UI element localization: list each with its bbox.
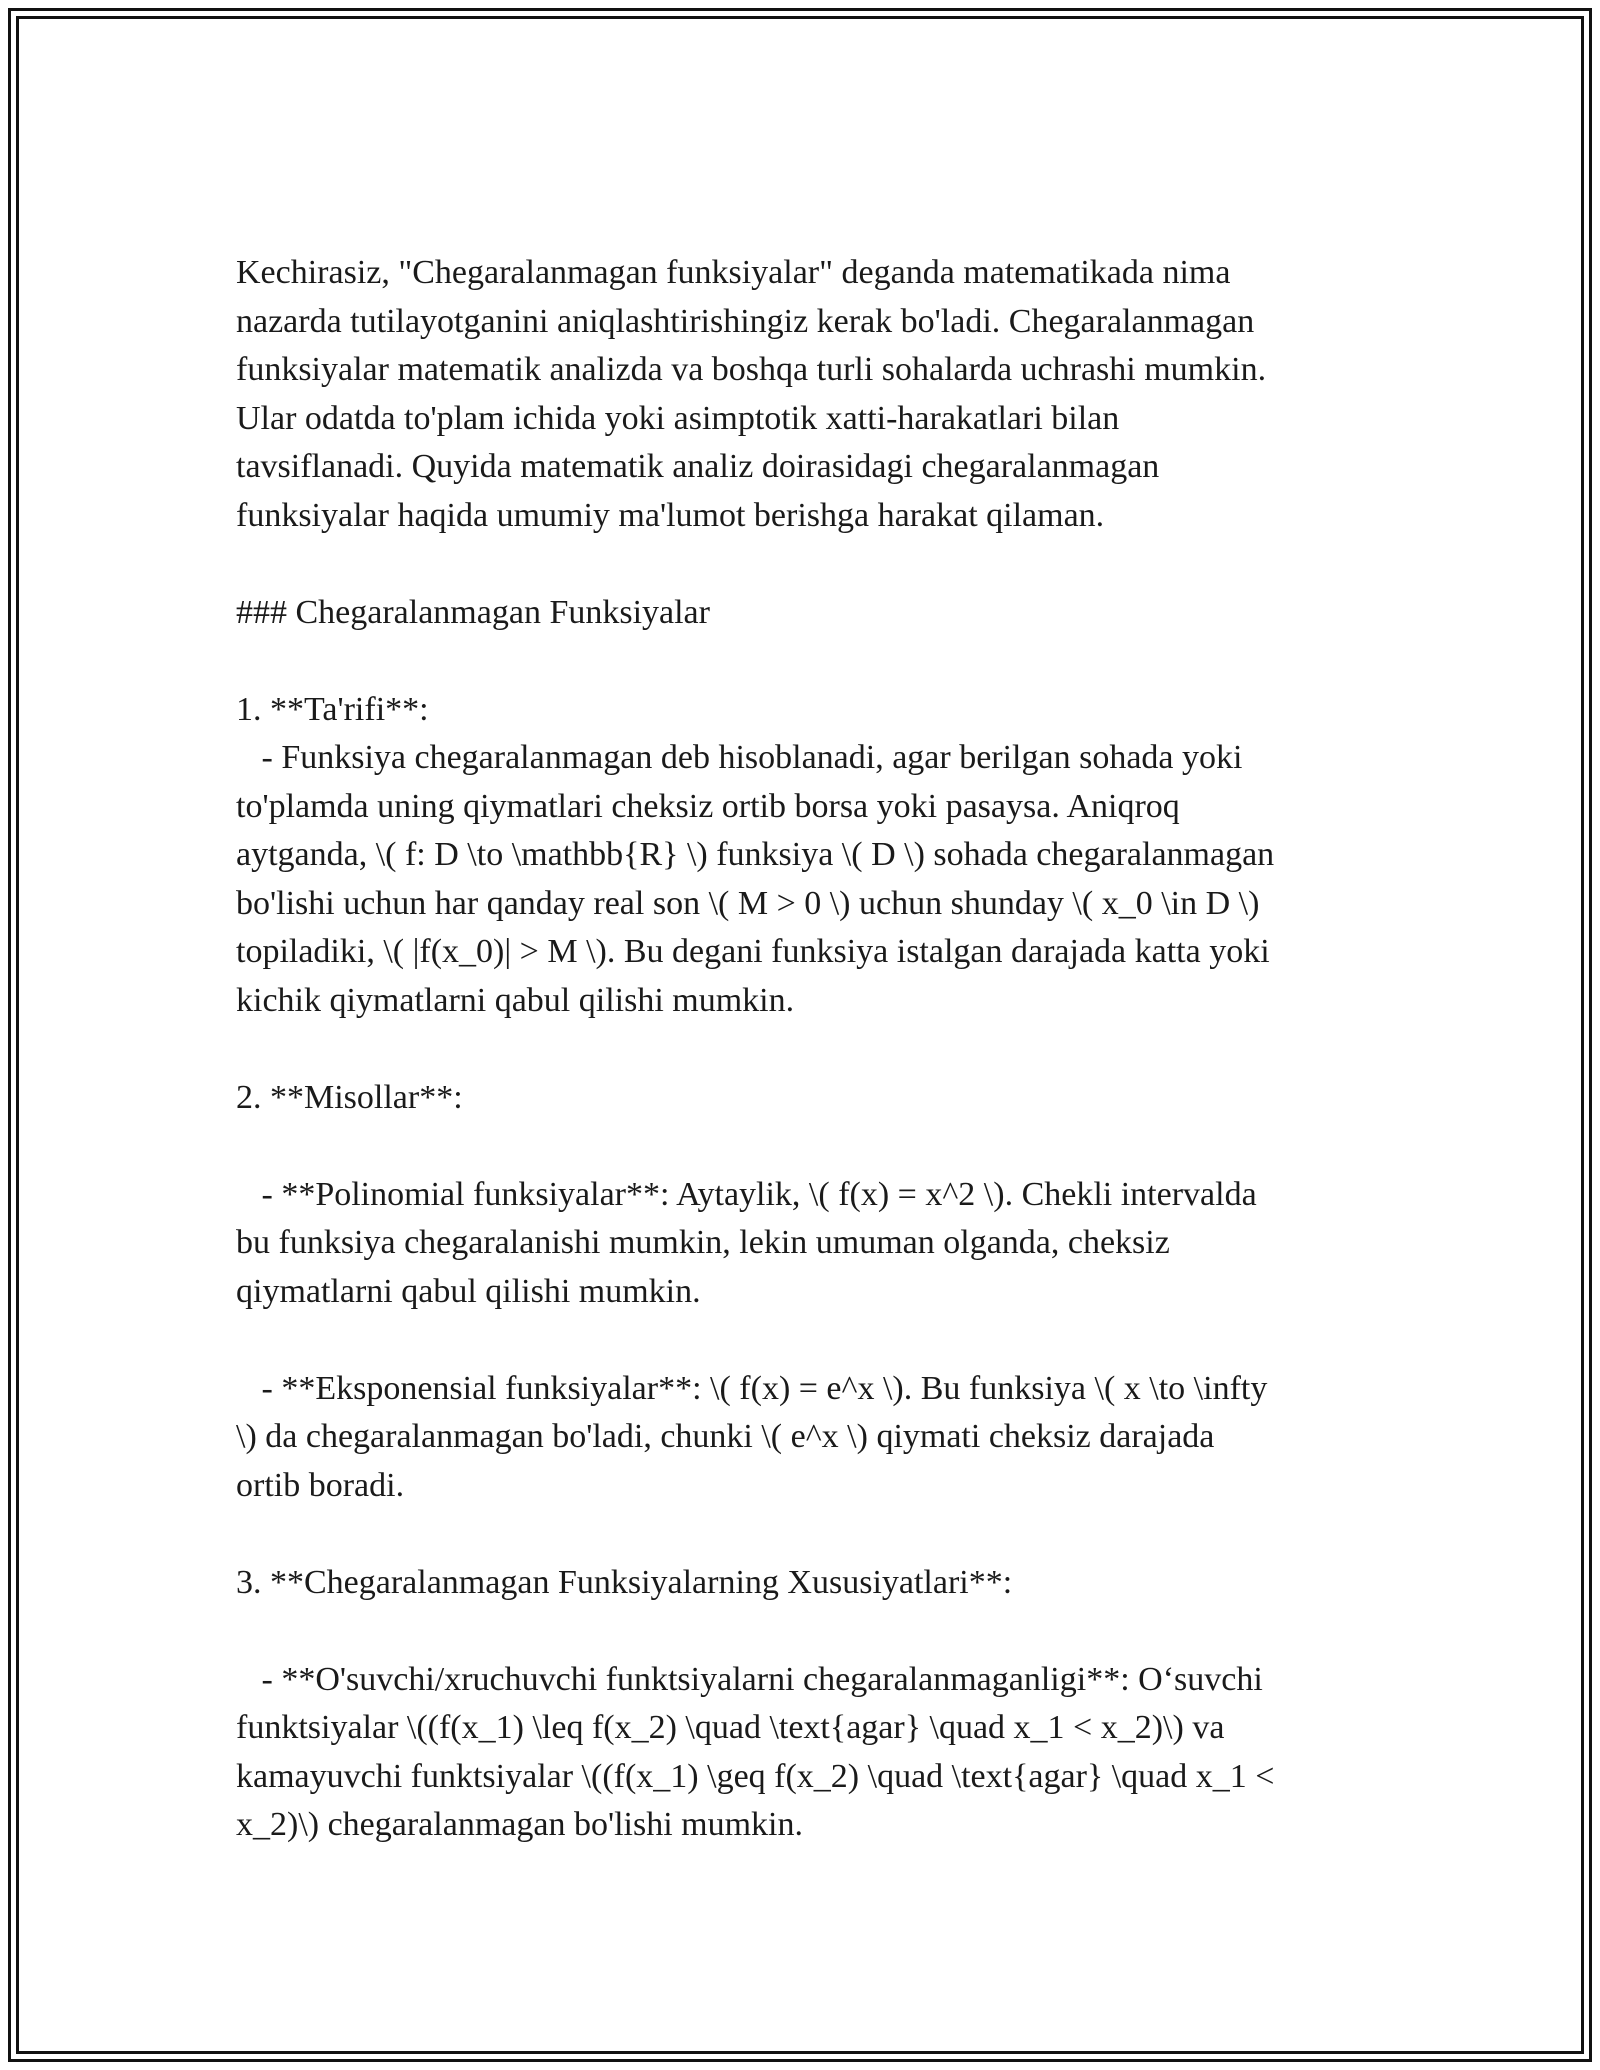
- list-item-title: 3. **Chegaralanmagan Funksiyalarning Xususiyatlari**:: [236, 1563, 1013, 1601]
- text-line: kamayuvchi funktsiyalar \((f(x_1) \geq f(x_2) \quad \text{agar} \quad x_1 <: [236, 1757, 1275, 1795]
- text-line: funktsiyalar \((f(x_1) \leq f(x_2) \quad \text{agar} \quad x_1 < x_2)\) va: [236, 1709, 1225, 1746]
- polynomial-example: [236, 1171, 1360, 1317]
- text-line: tavsiflanadi. Quyida matematik analiz doirasidagi chegaralanmagan: [236, 448, 1160, 485]
- properties-heading-item: [236, 1559, 1360, 1608]
- text-line: x_2)\) chegaralanmagan bo'lishi mumkin.: [236, 1806, 803, 1843]
- heading-text: ### Chegaralanmagan Funksiyalar: [236, 593, 710, 631]
- text-line: - **Eksponensial funksiyalar**: \( f(x) = e^x \). Bu funksiya \( x \to \infty: [236, 1369, 1268, 1407]
- definition-item: [236, 686, 1360, 1026]
- text-line: topiladiki, \( |f(x_0)| > M \). Bu degani funksiya istalgan darajada katta yoki: [236, 933, 1270, 970]
- text-line: aytganda, \( f: D \to \mathbb{R} \) funksiya \( D \) sohada chegaralanmagan: [236, 836, 1275, 873]
- text-line: ortib boradi.: [236, 1466, 405, 1504]
- text-line: - **O'suvchi/xruchuvchi funktsiyalarni chegaralanmaganligi**: O‘suvchi: [236, 1660, 1263, 1698]
- text-line: qiymatlarni qabul qilishi mumkin.: [236, 1272, 701, 1310]
- monotonic-property: [236, 1656, 1360, 1850]
- document-body: [236, 249, 1360, 1850]
- exponential-example: [236, 1365, 1360, 1511]
- section-heading: [236, 589, 1360, 638]
- text-line: - Funksiya chegaralanmagan deb hisoblanadi, agar berilgan sohada yoki: [236, 739, 1243, 776]
- list-item-title: 1. **Ta'rifi**:: [236, 690, 429, 728]
- list-item-title: 2. **Misollar**:: [236, 1078, 463, 1116]
- text-line: \) da chegaralanmagan bo'ladi, chunki \( e^x \) qiymati cheksiz darajada: [236, 1418, 1215, 1455]
- text-line: Ular odatda to'plam ichida yoki asimptotik xatti-harakatlari bilan: [236, 399, 1120, 437]
- text-line: kichik qiymatlarni qabul qilishi mumkin.: [236, 981, 795, 1019]
- text-line: funksiyalar matematik analizda va boshqa turli sohalarda uchrashi mumkin.: [236, 351, 1267, 388]
- text-line: to'plamda uning qiymatlari cheksiz ortib borsa yoki pasaysa. Aniqroq: [236, 787, 1180, 825]
- text-line: Kechirasiz, "Chegaralanmagan funksiyalar" deganda matematikada nima: [236, 254, 1231, 291]
- examples-heading-item: [236, 1074, 1360, 1123]
- text-line: bo'lishi uchun har qanday real son \( M > 0 \) uchun shunday \( x_0 \in D \): [236, 884, 1260, 922]
- text-line: bu funksiya chegaralanishi mumkin, lekin umuman olganda, cheksiz: [236, 1224, 1170, 1261]
- text-line: funksiyalar haqida umumiy ma'lumot berishga harakat qilaman.: [236, 496, 1105, 534]
- text-line: - **Polinomial funksiyalar**: Aytaylik, \( f(x) = x^2 \). Chekli intervalda: [236, 1175, 1257, 1213]
- text-line: nazarda tutilayotganini aniqlashtirishingiz kerak bo'ladi. Chegaralanmagan: [236, 302, 1255, 340]
- intro-paragraph: [236, 249, 1360, 540]
